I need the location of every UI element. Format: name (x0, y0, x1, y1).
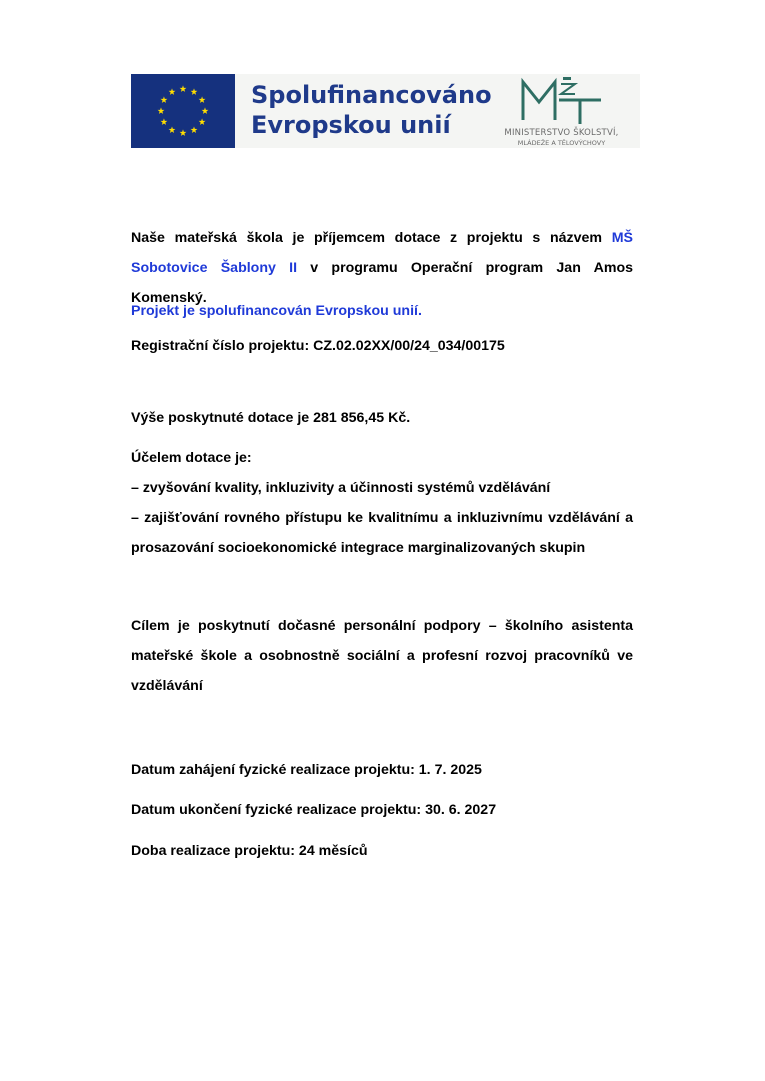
ministry-logo (483, 76, 640, 148)
intro-text-after: v programu Operační program Jan Amos Komenský. (131, 260, 633, 306)
intro-text-before: Naše mateřská škola je příjemcem dotace z projektu s názvem (131, 230, 612, 246)
cofinancing-banner (131, 74, 640, 148)
end-date: Datum ukončení fyzické realizace projektu: 30. 6. 2027 (131, 802, 497, 818)
eu-label-line1: Spolufinancováno (251, 81, 492, 109)
purpose-item-2: – zajišťování rovného přístupu ke kvalitnímu a inkluzivnímu vzdělávání a prosazování socioekonomické integrace marginalizovaných skupin (131, 510, 633, 556)
eu-cofinanced-label (251, 80, 492, 140)
ministry-name-line1: MINISTERSTVO ŠKOLSTVÍ, (504, 128, 619, 138)
cofinanced-statement: Projekt je spolufinancován Evropskou unií. (131, 303, 422, 319)
goal-paragraph: Cílem je poskytnutí dočasné personální podpory – školního asistenta mateřské škole a osobnostně sociální a profesní rozvoj pracovníků ve vzdělávání (131, 618, 633, 694)
eu-label-line2: Evropskou unií (251, 111, 451, 139)
grant-amount: Výše poskytnuté dotace je 281 856,45 Kč. (131, 410, 411, 426)
duration: Doba realizace projektu: 24 měsíců (131, 843, 368, 859)
ministry-name-line2: MLÁDEŽE A TĚLOVÝCHOVY (517, 139, 606, 147)
purpose-heading: Účelem dotace je: (131, 450, 252, 466)
project-name: MŠ Sobotovice Šablony II (131, 230, 633, 276)
registration-number: Registrační číslo projektu: CZ.02.02XX/00/24_034/00175 (131, 338, 505, 354)
start-date: Datum zahájení fyzické realizace projektu: 1. 7. 2025 (131, 762, 482, 778)
msmt-monogram-icon (517, 76, 607, 126)
eu-flag-icon (131, 74, 235, 148)
purpose-item-1: – zvyšování kvality, inkluzivity a účinnosti systémů vzdělávání (131, 480, 551, 496)
